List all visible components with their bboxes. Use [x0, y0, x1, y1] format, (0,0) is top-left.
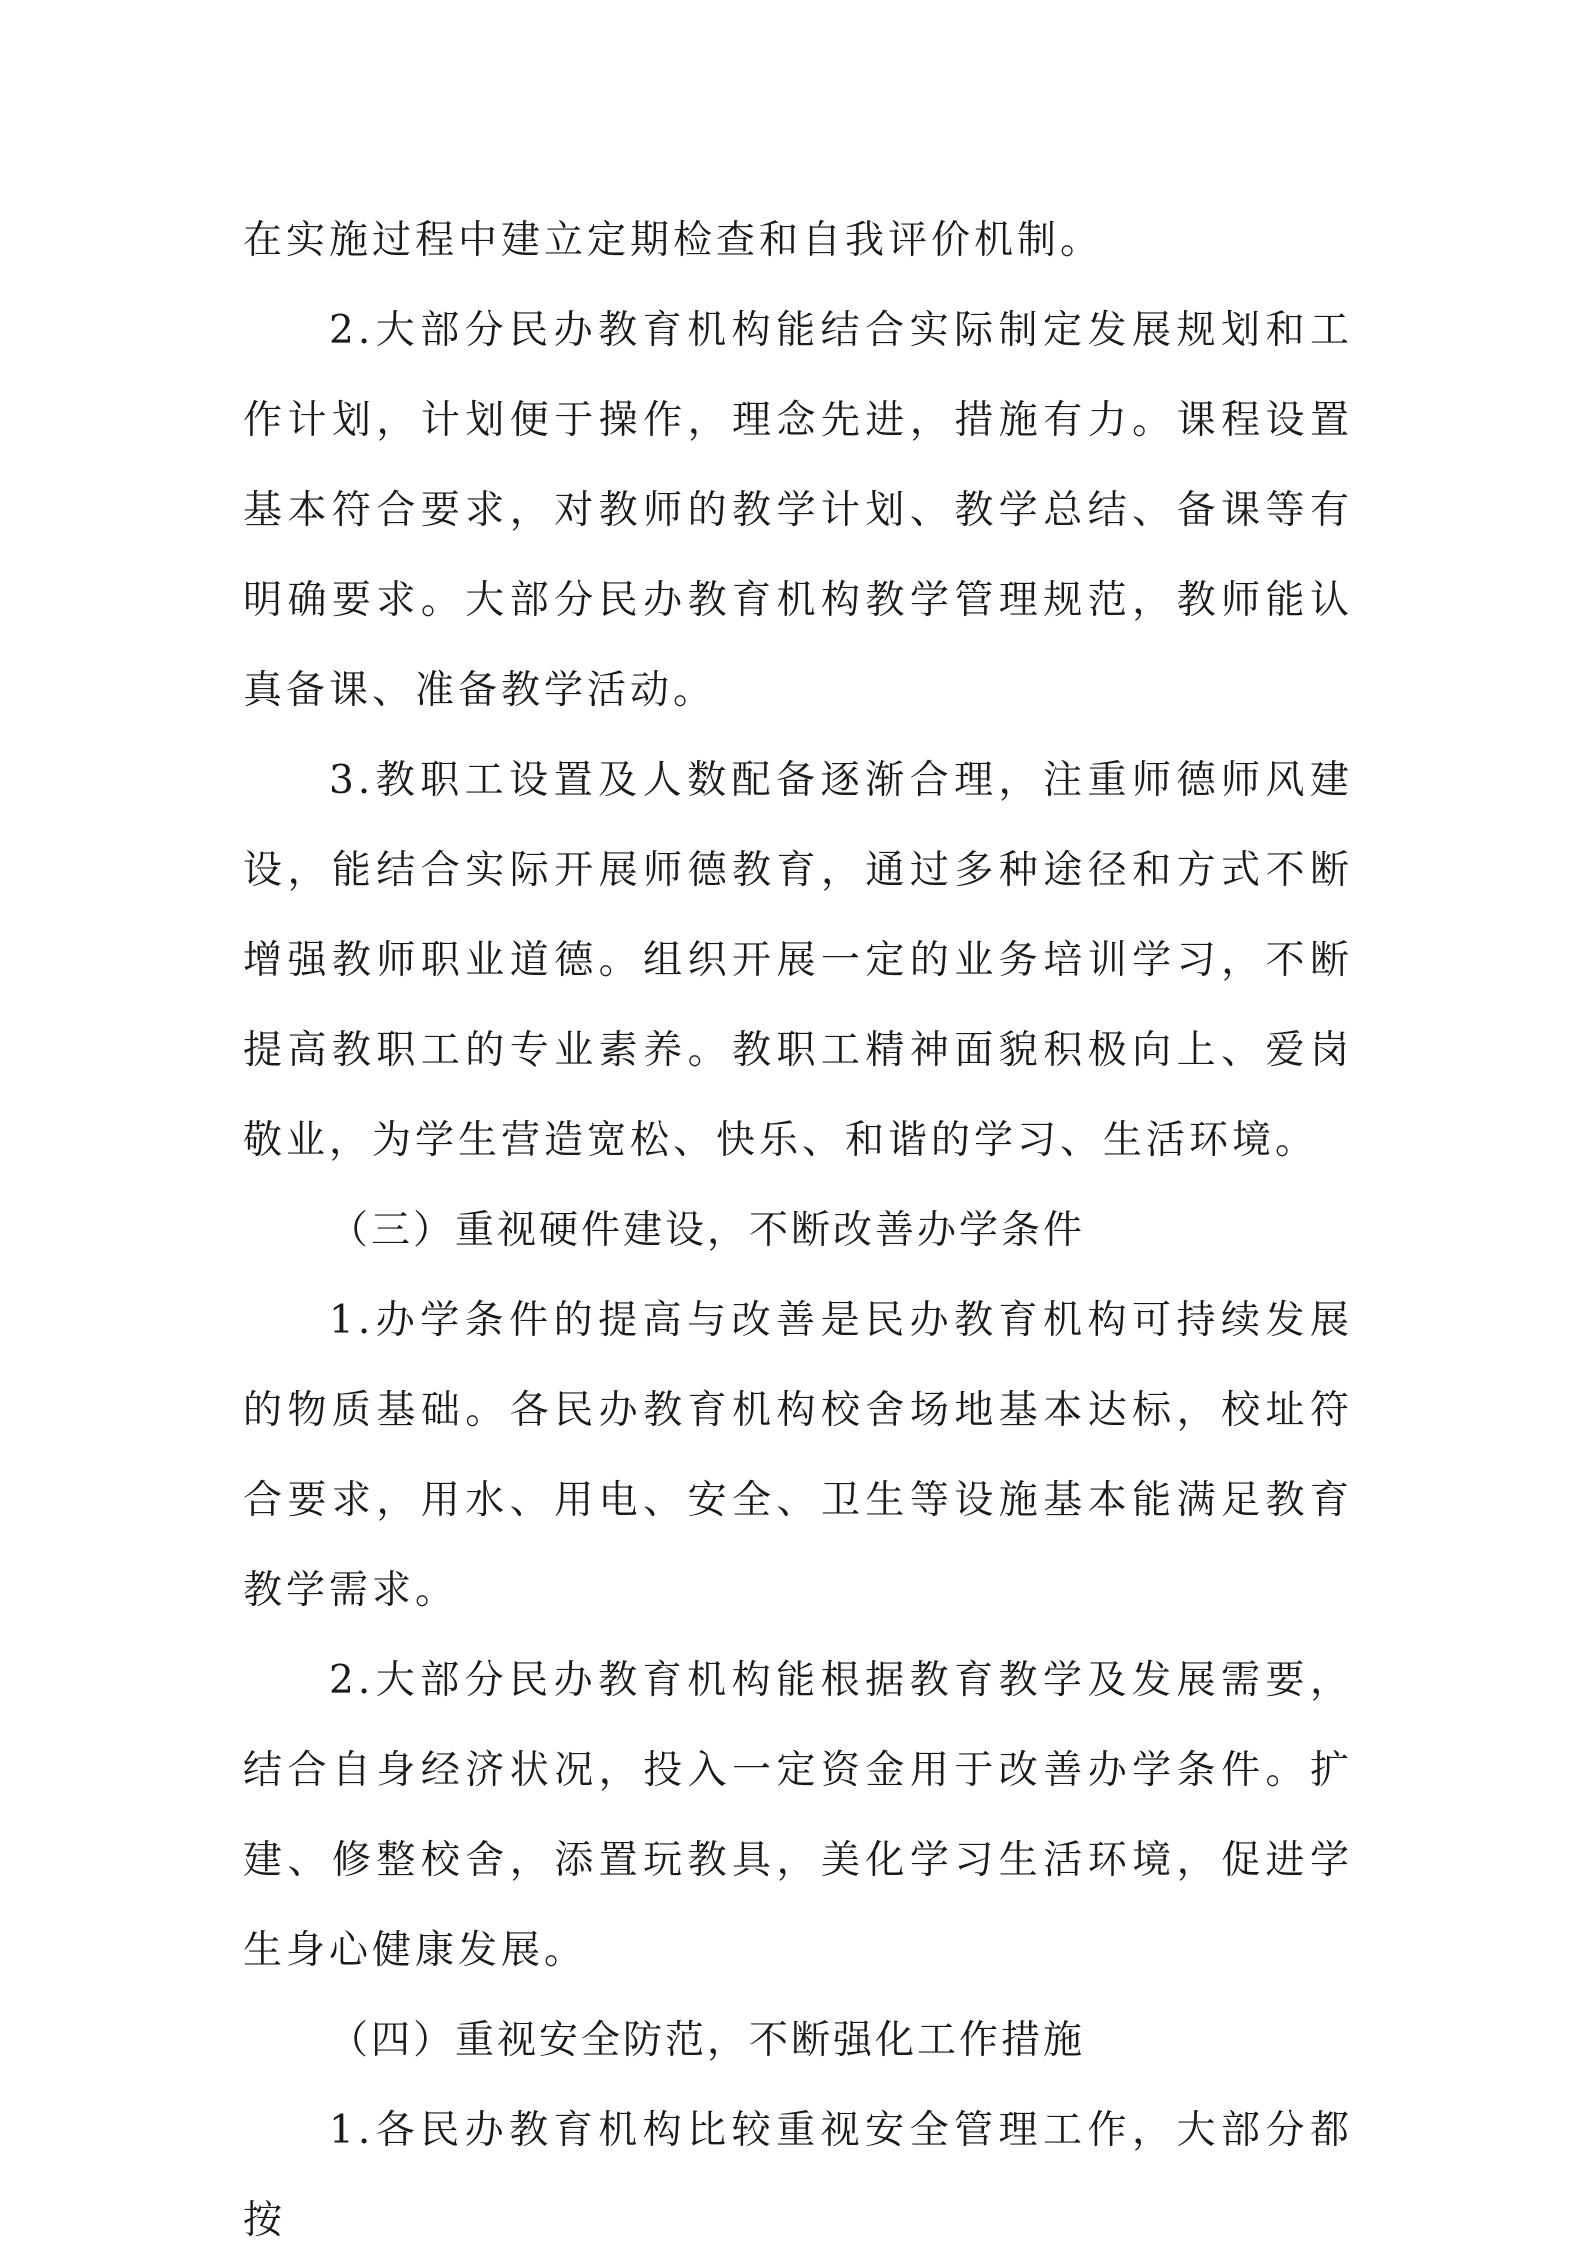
section-heading-4: （四）重视安全防范，不断强化工作措施: [329, 2018, 1086, 2063]
paragraph-continuation: 在实施过程中建立定期检查和自我评价机制。: [243, 218, 1104, 263]
paragraph-facilities: 1.办学条件的提高与改善是民办教育机构可持续发展的物质基础。各民办教育机构校舍场地基本达标，校址符合要求，用水、用电、安全、卫生等设施基本能满足教育教学需求。: [243, 1298, 1353, 1613]
paragraph-safety: 1.各民办教育机构比较重视安全管理工作，大部分都按: [243, 2108, 1353, 2243]
paragraph-staffing: 3.教职工设置及人数配备逐渐合理，注重师德师风建设，能结合实际开展师德教育，通过多种途径和方式不断增强教师职业道德。组织开展一定的业务培训学习，不断提高教职工的专业素养。教职工精神面貌积极向上、爱岗敬业，为学生营造宽松、快乐、和谐的学习、生活环境。: [243, 758, 1353, 1163]
paragraph-investment: 2.大部分民办教育机构能根据教育教学及发展需要，结合自身经济状况，投入一定资金用于改善办学条件。扩建、修整校舍，添置玩教具，美化学习生活环境，促进学生身心健康发展。: [243, 1658, 1353, 1973]
section-heading-3: （三）重视硬件建设，不断改善办学条件: [329, 1208, 1086, 1253]
document-body: [243, 196, 1353, 2266]
paragraph-planning: 2.大部分民办教育机构能结合实际制定发展规划和工作计划，计划便于操作，理念先进，措施有力。课程设置基本符合要求，对教师的教学计划、教学总结、备课等有明确要求。大部分民办教育机构教学管理规范，教师能认真备课、准备教学活动。: [243, 308, 1353, 713]
